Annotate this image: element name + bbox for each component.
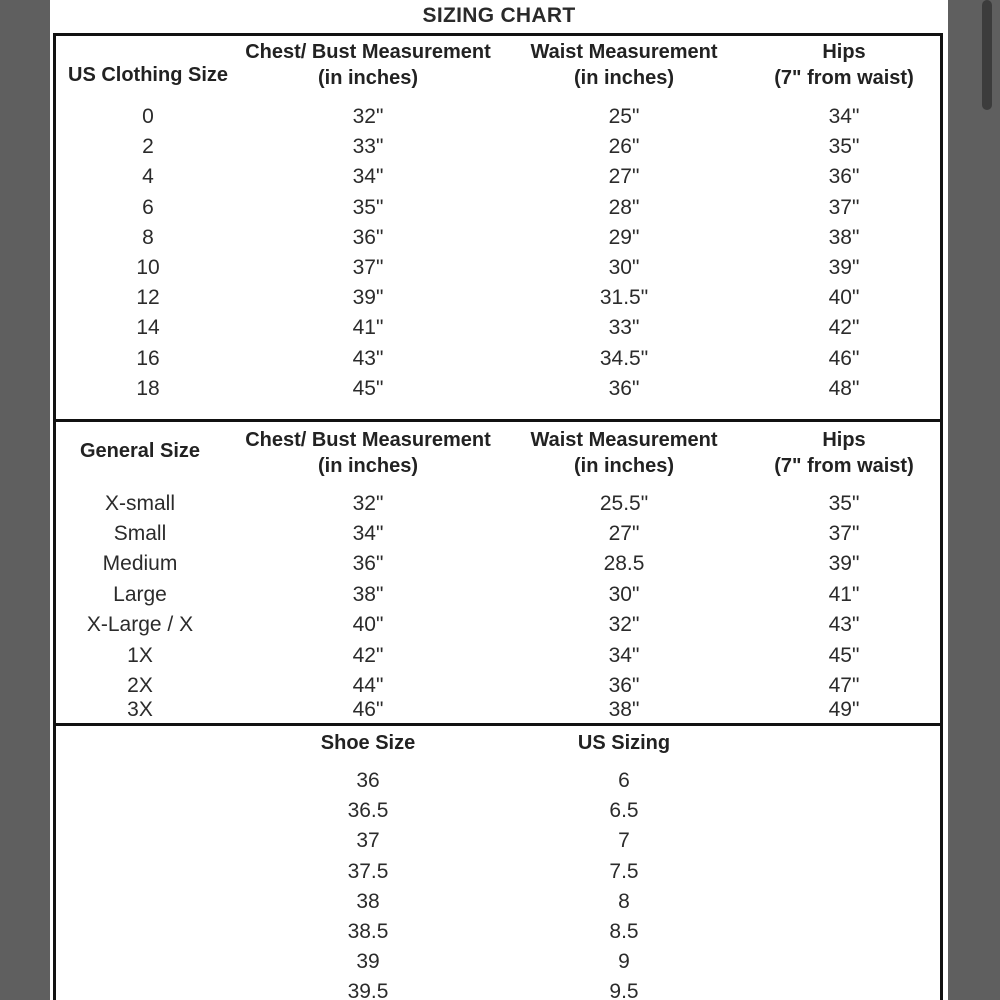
cell-us-sizing: 7 bbox=[618, 829, 630, 853]
header-hips: Hips (7" from waist) bbox=[774, 429, 914, 477]
cell-us-sizing: 9.5 bbox=[609, 980, 639, 1000]
cell-waist: 29" bbox=[608, 225, 640, 249]
cell-chest: 46" bbox=[352, 698, 384, 721]
cell-hips: 36" bbox=[828, 165, 860, 189]
header-us-sizing: US Sizing bbox=[577, 732, 671, 754]
cell-waist: 31.5" bbox=[599, 286, 649, 310]
cell-chest: 34" bbox=[352, 165, 384, 189]
header-hips: Hips (7" from waist) bbox=[774, 41, 914, 89]
cell-chest: 36" bbox=[352, 225, 384, 249]
header-waist: Waist Measurement (in inches) bbox=[530, 41, 718, 89]
cell-waist: 32" bbox=[608, 613, 640, 636]
cell-hips: 37" bbox=[828, 195, 860, 219]
cell-hips: 42" bbox=[828, 316, 860, 340]
cell-hips: 45" bbox=[828, 644, 860, 667]
cell-waist: 34.5" bbox=[599, 346, 649, 370]
cell-us-sizing: 7.5 bbox=[609, 859, 639, 883]
cell-us-size: 14 bbox=[136, 316, 160, 340]
cell-chest: 33" bbox=[352, 135, 384, 159]
cell-chest: 45" bbox=[352, 376, 384, 400]
cell-chest: 34" bbox=[352, 522, 384, 545]
cell-us-sizing: 8.5 bbox=[609, 920, 639, 943]
cell-waist: 27" bbox=[608, 165, 640, 189]
cell-hips: 39" bbox=[828, 256, 860, 279]
cell-us-sizing: 6.5 bbox=[609, 799, 639, 823]
cell-hips: 40" bbox=[828, 286, 860, 310]
cell-chest: 38" bbox=[352, 583, 384, 606]
cell-hips: 43" bbox=[828, 613, 860, 636]
cell-waist: 36" bbox=[608, 674, 640, 697]
cell-chest: 35" bbox=[352, 195, 384, 219]
cell-general-size: 2X bbox=[127, 674, 153, 697]
cell-waist: 36" bbox=[608, 376, 640, 400]
cell-waist: 30" bbox=[608, 256, 640, 279]
cell-general-size: X-Large / X bbox=[86, 613, 194, 636]
cell-us-size: 0 bbox=[142, 105, 154, 128]
cell-waist: 33" bbox=[608, 316, 640, 340]
header-chest: Chest/ Bust Measurement (in inches) bbox=[245, 429, 491, 477]
cell-hips: 41" bbox=[828, 583, 860, 606]
header-general-size: General Size bbox=[79, 440, 201, 462]
cell-hips: 37" bbox=[828, 522, 860, 545]
cell-chest: 44" bbox=[352, 674, 384, 697]
header-shoe-size: Shoe Size bbox=[320, 732, 416, 754]
cell-waist: 27" bbox=[608, 522, 640, 545]
cell-chest: 36" bbox=[352, 552, 384, 575]
cell-us-size: 18 bbox=[136, 376, 160, 400]
cell-waist: 25" bbox=[608, 105, 640, 128]
cell-waist: 25.5" bbox=[599, 492, 649, 515]
general-size-table bbox=[53, 419, 943, 726]
cell-us-size: 10 bbox=[136, 256, 160, 279]
cell-hips: 35" bbox=[828, 135, 860, 159]
cell-chest: 42" bbox=[352, 644, 384, 667]
cell-general-size: Large bbox=[113, 583, 167, 606]
cell-waist: 26" bbox=[608, 135, 640, 159]
cell-us-size: 2 bbox=[142, 135, 154, 159]
cell-hips: 49" bbox=[828, 698, 860, 721]
cell-waist: 28.5 bbox=[603, 552, 645, 575]
cell-shoe-size: 36 bbox=[356, 769, 380, 792]
cell-chest: 39" bbox=[352, 286, 384, 310]
cell-shoe-size: 37.5 bbox=[347, 859, 389, 883]
cell-hips: 48" bbox=[828, 376, 860, 400]
cell-general-size: X-small bbox=[104, 492, 176, 515]
cell-hips: 34" bbox=[828, 105, 860, 128]
cell-us-size: 16 bbox=[136, 346, 160, 370]
cell-chest: 40" bbox=[352, 613, 384, 636]
cell-chest: 41" bbox=[352, 316, 384, 340]
cell-general-size: Medium bbox=[102, 552, 178, 575]
cell-shoe-size: 39 bbox=[356, 950, 380, 974]
cell-waist: 38" bbox=[608, 698, 640, 721]
cell-waist: 34" bbox=[608, 644, 640, 667]
chart-title: SIZING CHART bbox=[422, 4, 576, 27]
shoe-size-table bbox=[53, 723, 943, 1000]
header-chest: Chest/ Bust Measurement (in inches) bbox=[245, 41, 491, 89]
cell-hips: 46" bbox=[828, 346, 860, 370]
scrollbar-thumb[interactable] bbox=[982, 0, 992, 110]
cell-chest: 32" bbox=[352, 105, 384, 128]
cell-us-size: 12 bbox=[136, 286, 160, 310]
header-waist: Waist Measurement (in inches) bbox=[530, 429, 718, 477]
cell-us-sizing: 6 bbox=[618, 769, 630, 792]
cell-shoe-size: 36.5 bbox=[347, 799, 389, 823]
cell-us-size: 6 bbox=[142, 195, 154, 219]
cell-general-size: 1X bbox=[127, 644, 153, 667]
cell-waist: 28" bbox=[608, 195, 640, 219]
cell-us-size: 8 bbox=[142, 225, 154, 249]
cell-hips: 47" bbox=[828, 674, 860, 697]
cell-us-size: 4 bbox=[142, 165, 154, 189]
cell-shoe-size: 38 bbox=[356, 889, 380, 913]
cell-shoe-size: 37 bbox=[356, 829, 380, 853]
cell-hips: 35" bbox=[828, 492, 860, 515]
cell-chest: 37" bbox=[352, 256, 384, 279]
header-us-size: US Clothing Size bbox=[68, 64, 228, 86]
cell-shoe-size: 38.5 bbox=[347, 920, 389, 943]
cell-general-size: Small bbox=[113, 522, 167, 545]
cell-us-sizing: 9 bbox=[618, 950, 630, 974]
cell-hips: 38" bbox=[828, 225, 860, 249]
cell-us-sizing: 8 bbox=[618, 889, 630, 913]
cell-hips: 39" bbox=[828, 552, 860, 575]
sizing-chart-page bbox=[50, 0, 948, 1000]
cell-chest: 43" bbox=[352, 346, 384, 370]
cell-waist: 30" bbox=[608, 583, 640, 606]
cell-chest: 32" bbox=[352, 492, 384, 515]
us-clothing-size-table bbox=[53, 33, 943, 422]
cell-general-size: 3X bbox=[127, 698, 153, 721]
cell-shoe-size: 39.5 bbox=[347, 980, 389, 1000]
